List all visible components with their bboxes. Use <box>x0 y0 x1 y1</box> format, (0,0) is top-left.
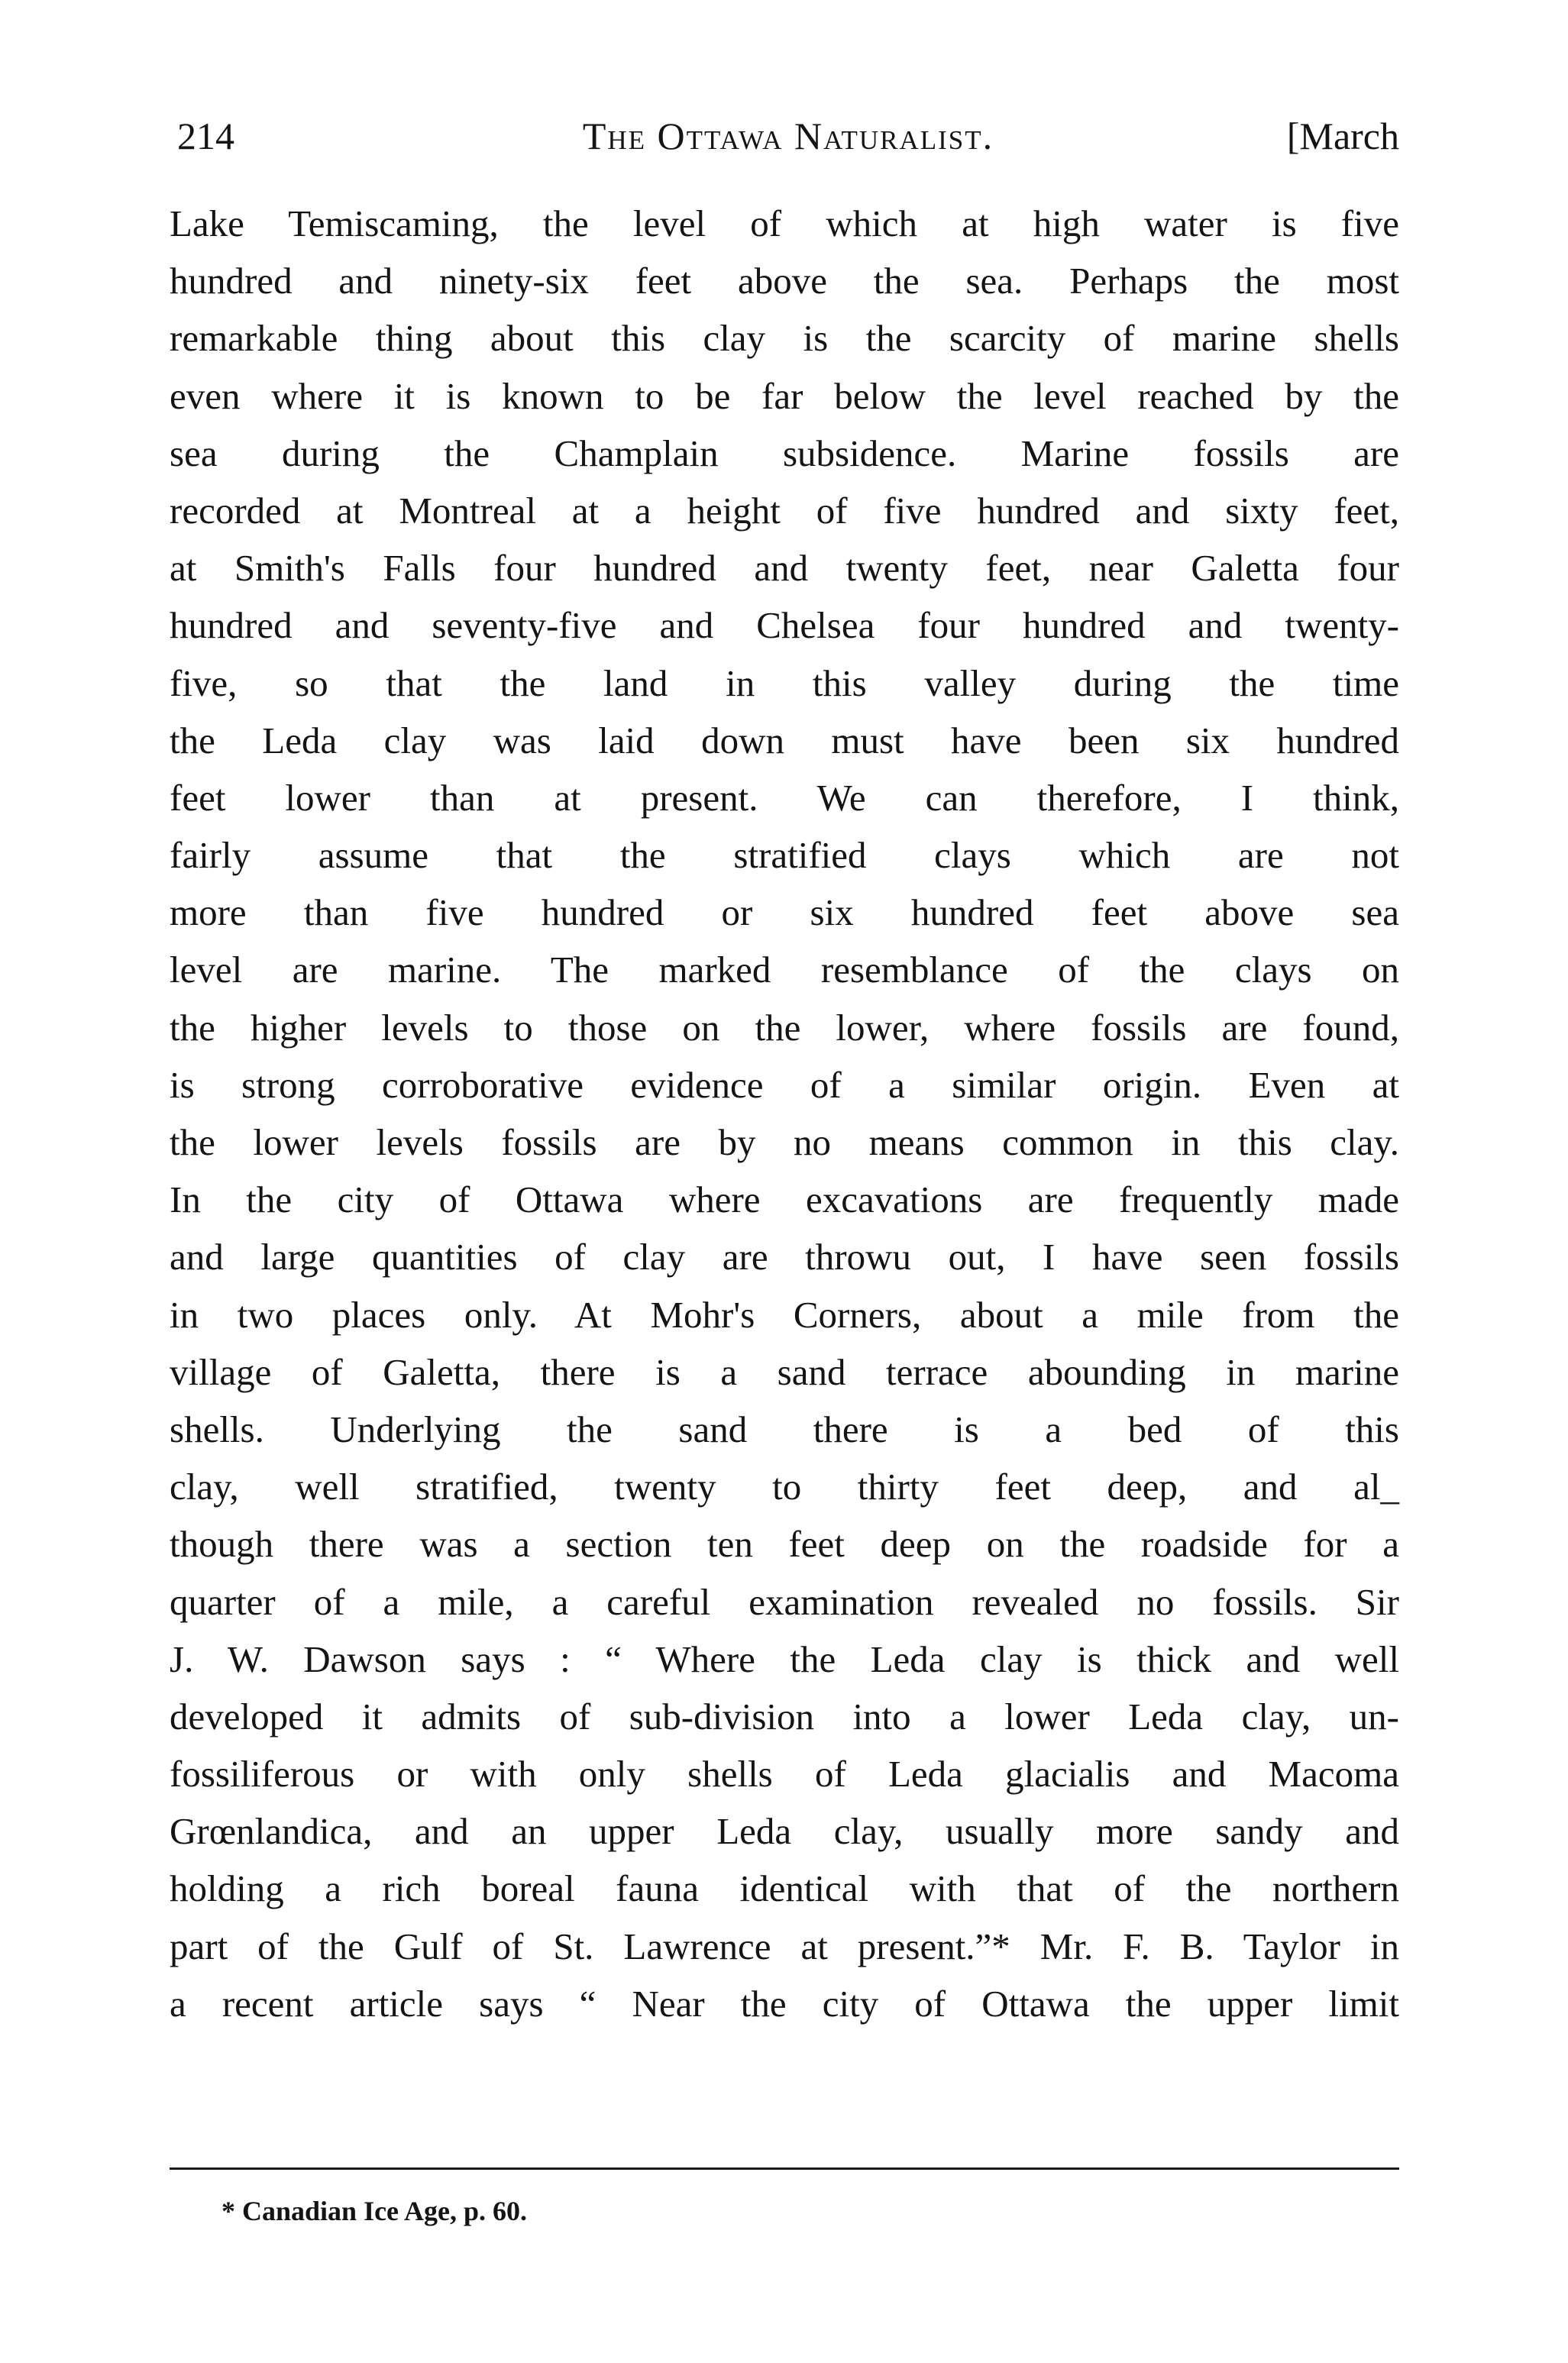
text-line: fairly assume that the stratified clays which are not <box>170 834 1399 877</box>
text-line: village of Galetta, there is a sand terrace abounding in marine <box>170 1350 1399 1393</box>
text-line: clay, well stratified, twenty to thirty feet deep, and al_ <box>170 1466 1399 1508</box>
text-line: In the city of Ottawa where excavations are frequently made <box>170 1178 1399 1221</box>
text-line: remarkable thing about this clay is the scarcity of marine shells <box>170 317 1399 360</box>
text-line: part of the Gulf of St. Lawrence at present.”* Mr. F. B. Taylor in <box>170 1925 1399 1967</box>
text-line: though there was a section ten feet deep on the roadside for a <box>170 1523 1399 1566</box>
text-line: is strong corroborative evidence of a similar origin. Even at <box>170 1063 1399 1106</box>
text-line: quarter of a mile, a careful examination revealed no fossils. Sir <box>170 1580 1399 1623</box>
text-line: hundred and ninety-six feet above the sea. Perhaps the most <box>170 260 1399 302</box>
text-line: fossiliferous or with only shells of Leda glacialis and Macoma <box>170 1753 1399 1796</box>
text-line: feet lower than at present. We can therefore, I think, <box>170 776 1399 819</box>
footnote-rule <box>170 2167 1399 2170</box>
body-text <box>170 195 1399 2032</box>
text-line: Grœnlandica, and an upper Leda clay, usually more sandy and <box>170 1810 1399 1853</box>
text-line: the lower levels fossils are by no means common in this clay. <box>170 1121 1399 1163</box>
text-line: J. W. Dawson says : “ Where the Leda clay is thick and well <box>170 1637 1399 1680</box>
issue-month: [March <box>1286 115 1399 157</box>
text-line: even where it is known to be far below the level reached by the <box>170 374 1399 417</box>
text-line: shells. Underlying the sand there is a bed of this <box>170 1408 1399 1450</box>
text-line: holding a rich boreal fauna identical with that of the northern <box>170 1867 1399 1910</box>
footnote: * Canadian Ice Age, p. 60. <box>221 2196 528 2226</box>
running-head <box>177 105 1399 166</box>
text-line: five, so that the land in this valley during the time <box>170 661 1399 704</box>
text-line: more than five hundred or six hundred feet above sea <box>170 891 1399 934</box>
text-line: developed it admits of sub-division into a lower Leda clay, un- <box>170 1695 1399 1738</box>
text-line: in two places only. At Mohr's Corners, about a mile from the <box>170 1293 1399 1336</box>
text-line: the Leda clay was laid down must have been six hundred <box>170 719 1399 761</box>
text-line: level are marine. The marked resemblance of the clays on <box>170 949 1399 991</box>
page-number: 214 <box>177 115 234 157</box>
text-line: at Smith's Falls four hundred and twenty feet, near Galetta four <box>170 547 1399 590</box>
text-line: hundred and seventy-five and Chelsea four hundred and twenty- <box>170 604 1399 647</box>
journal-title: The Ottawa Naturalist. <box>582 115 994 157</box>
text-line: Lake Temiscaming, the level of which at high water is five <box>170 202 1399 244</box>
text-line: a recent article says “ Near the city of Ottawa the upper limit <box>170 1982 1399 2025</box>
text-line: sea during the Champlain subsidence. Marine fossils are <box>170 432 1399 474</box>
text-line: recorded at Montreal at a height of five hundred and sixty feet, <box>170 489 1399 532</box>
text-line: the higher levels to those on the lower, where fossils are found, <box>170 1006 1399 1049</box>
text-line: and large quantities of clay are throwu out, I have seen fossils <box>170 1236 1399 1278</box>
